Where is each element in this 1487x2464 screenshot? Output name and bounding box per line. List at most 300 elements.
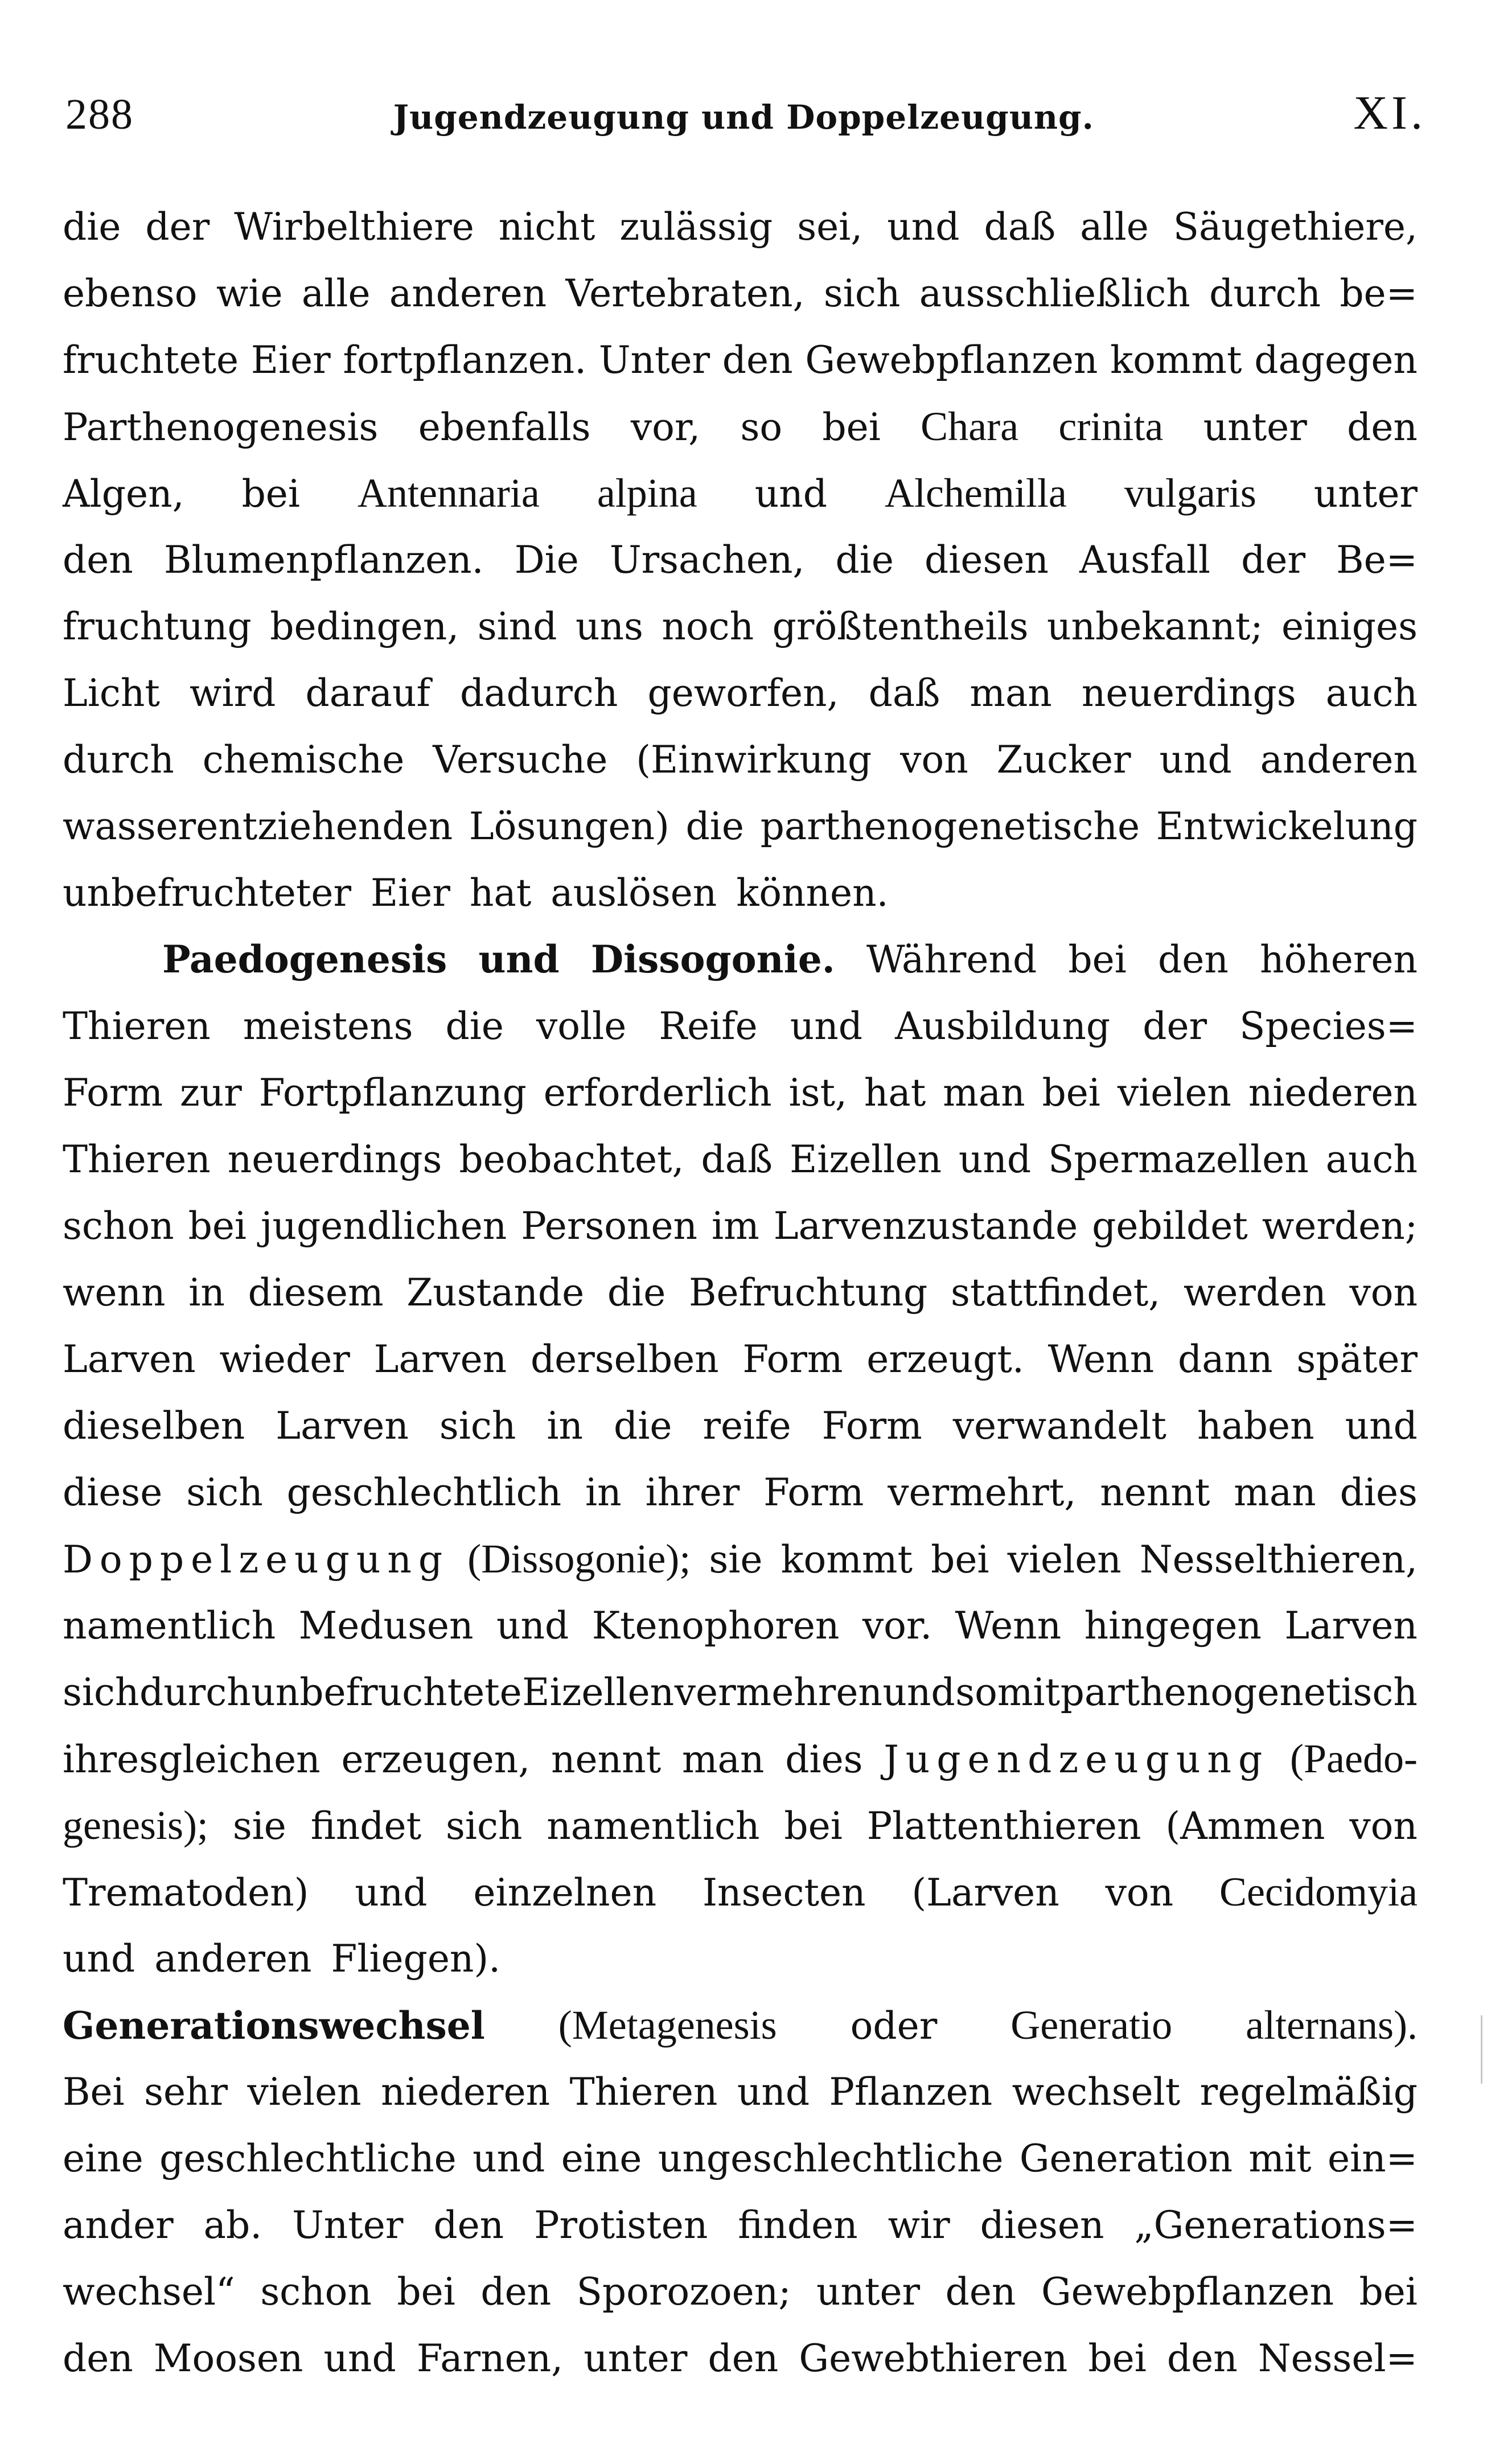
word: in (585, 1471, 622, 1514)
word: einzelnen (473, 1871, 657, 1915)
word: Larven (1284, 1604, 1418, 1648)
word: Reife (659, 1004, 758, 1048)
word: und (496, 1604, 569, 1648)
word: niederen (381, 2070, 551, 2114)
word: wie (216, 272, 283, 315)
word: die (445, 1004, 504, 1048)
word: Species= (1239, 1004, 1418, 1048)
word: den (945, 2270, 1016, 2314)
word: sind (477, 605, 557, 648)
word: werden (1183, 1271, 1326, 1315)
word: Insecten (702, 1871, 866, 1915)
word: sie (709, 1538, 763, 1582)
word: Medusen (298, 1604, 474, 1648)
word: Form (742, 1337, 843, 1381)
word: den (480, 2270, 552, 2314)
word: daß (984, 205, 1056, 249)
word: höheren (1260, 938, 1418, 982)
word: anderen (154, 1937, 312, 1981)
word: Larven (63, 1337, 196, 1381)
word: be= (1340, 272, 1418, 315)
word: parthenogenetische (760, 804, 1140, 848)
word: Parthenogenesis (63, 405, 379, 449)
word: dann (1177, 1337, 1273, 1381)
word: Moosen (153, 2336, 303, 2380)
word: daß (868, 671, 940, 715)
word: dadurch (460, 671, 618, 715)
word: wieder (219, 1337, 350, 1381)
word: Gewebpflanzen (805, 338, 1098, 382)
word: alle (301, 272, 371, 315)
word: werden; (1262, 1204, 1418, 1248)
word: Eizellen (522, 1670, 675, 1714)
word: Eizellen (790, 1137, 942, 1181)
word: Unter (598, 338, 710, 382)
word: vulgaris (1124, 470, 1256, 516)
text-line (63, 1326, 1418, 1393)
text-line (63, 1726, 1418, 1792)
word: ihresgleichen (63, 1738, 321, 1781)
word: ander (63, 2203, 174, 2247)
word: diesen (980, 2203, 1104, 2247)
word: unter (1313, 472, 1418, 516)
word: Wenn (1048, 1337, 1155, 1381)
word: unter (816, 2270, 921, 2314)
text-line (63, 1925, 1418, 1992)
word: eine (63, 2137, 143, 2180)
word: Ursachen, (609, 538, 805, 582)
word: Befruchtung (689, 1271, 928, 1315)
page-edge-mark (1472, 2015, 1482, 2084)
word: fruchtung (63, 605, 252, 648)
word: crinita (1058, 404, 1164, 449)
word: Versuche (433, 738, 608, 782)
word: wir (888, 2203, 950, 2247)
word: erzeugen, (341, 1738, 531, 1781)
word: Thieren (63, 1137, 211, 1181)
text-line (63, 460, 1418, 527)
word: somit (955, 1670, 1061, 1714)
word: anderen (389, 272, 547, 315)
word: den (1347, 405, 1418, 449)
word: Entwickelung (1156, 804, 1418, 848)
word: sehr (144, 2070, 228, 2114)
word: genesis); (63, 1802, 208, 1848)
text-line (63, 1259, 1418, 1326)
word: stattfindet, (951, 1271, 1161, 1315)
word: Blumenpflanzen. (163, 538, 484, 582)
word: Ktenophoren (591, 1604, 840, 1648)
word: dies (1340, 1471, 1418, 1514)
text-line (63, 2125, 1418, 2192)
word: Ausbildung (895, 1004, 1111, 1048)
word: von (900, 738, 968, 782)
word: ebenso (63, 272, 198, 315)
word: geschlechtlich (286, 1471, 562, 1514)
word: so (740, 405, 783, 449)
word: oder (850, 2004, 938, 2048)
word: diesen (925, 538, 1049, 582)
word: den (1158, 938, 1229, 982)
word: die (63, 205, 121, 249)
word: Doppelzeugung (63, 1538, 450, 1582)
word: Spermazellen (1048, 1137, 1309, 1181)
word: Licht (63, 671, 160, 715)
word: Ausfall (1079, 538, 1211, 582)
word: alle (1080, 205, 1149, 249)
word: „Generations= (1134, 2203, 1418, 2247)
word: und (790, 1004, 863, 1048)
word: Paedogenesis (162, 937, 447, 982)
word: Form (63, 1071, 163, 1115)
word: wenn (63, 1271, 166, 1315)
word: unbefruchtete (251, 1670, 522, 1714)
word: Thieren (63, 1004, 211, 1048)
word: bei (784, 1804, 843, 1848)
text-line (63, 793, 1418, 860)
word: derselben (530, 1337, 719, 1381)
text-line (63, 327, 1418, 393)
text-line (63, 527, 1418, 593)
word: in (188, 1271, 225, 1315)
word: verwandelt (952, 1404, 1166, 1448)
text-line (63, 1526, 1418, 1592)
word: ebenfalls (418, 405, 591, 449)
text-line (63, 1792, 1418, 1859)
text-line (63, 993, 1418, 1059)
word: meistens (243, 1004, 413, 1048)
word: sich (823, 272, 901, 315)
word: bei (397, 2270, 455, 2314)
word: und (63, 1937, 135, 1981)
word: die (607, 1271, 666, 1315)
word: hingegen (1084, 1604, 1262, 1648)
word: alternans). (1246, 2002, 1418, 2048)
word: Während (866, 938, 1037, 982)
word: erzeugt. (866, 1337, 1024, 1381)
word: nennt (551, 1738, 662, 1781)
text-line (63, 1193, 1418, 1259)
word: bei (931, 1538, 989, 1582)
word: dies (785, 1738, 863, 1781)
text-line (63, 194, 1418, 260)
word: und (737, 2070, 810, 2114)
text-line (63, 1393, 1418, 1459)
word: geschlechtliche (159, 2137, 457, 2180)
word: Larven (373, 1337, 507, 1381)
word: Sporozoen; (576, 2270, 791, 2314)
word: Thieren (569, 2070, 718, 2114)
word: Personen (521, 1204, 698, 1248)
text-line (63, 926, 1418, 993)
word: dagegen (1254, 338, 1418, 382)
word: den (1166, 2336, 1238, 2380)
word: und (323, 2336, 396, 2380)
word: Zucker (996, 738, 1131, 782)
text-line (63, 1126, 1418, 1193)
word: bei (1088, 2336, 1147, 2380)
word: größtentheils (772, 605, 1029, 648)
text-line (63, 1992, 1418, 2059)
word: man (681, 1738, 765, 1781)
word: den (722, 338, 793, 382)
word: Bei (63, 2070, 125, 2114)
word: sich (63, 1670, 139, 1714)
word: Form (763, 1471, 864, 1514)
text-line (63, 726, 1418, 793)
word: Plattenthieren (866, 1804, 1141, 1848)
word: wird (190, 671, 276, 715)
word: ausschließlich (919, 272, 1190, 315)
word: bei (822, 405, 881, 449)
word: zulässig (619, 205, 773, 249)
word: Fortpflanzung (258, 1071, 527, 1115)
running-title: Jugendzeugung und Doppelzeugung. (393, 98, 1094, 137)
word: Generationswechsel (63, 2003, 485, 2048)
word: Algen, (63, 472, 184, 516)
word: bei (1068, 938, 1127, 982)
word: darauf (305, 671, 430, 715)
word: Lösungen) (469, 804, 669, 848)
word: haben (1197, 1404, 1315, 1448)
word: Dissogonie. (590, 937, 835, 982)
word: der (1241, 538, 1306, 582)
word: unter (584, 2336, 688, 2380)
word: Fliegen). (331, 1937, 501, 1981)
text-line (63, 2258, 1418, 2325)
word: Be= (1336, 538, 1418, 582)
word: Vertebraten, (565, 272, 805, 315)
word: Trematoden) (63, 1871, 309, 1915)
word: Larvenzustande (773, 1204, 1078, 1248)
word: Jugendzeugung (884, 1738, 1270, 1781)
word: Gewebpflanzen (1041, 2270, 1334, 2314)
word: geworfen, (647, 671, 839, 715)
word: kommt (781, 1538, 913, 1582)
word: neuerdings (1081, 671, 1296, 715)
text-line (63, 1459, 1418, 1526)
word: (Paedo- (1290, 1736, 1418, 1781)
word: und (754, 472, 827, 516)
word: und (478, 937, 560, 982)
word: Protisten (534, 2203, 708, 2247)
word: fortpflanzen. (343, 338, 587, 382)
word: den (63, 538, 133, 582)
word: vielen (1007, 1538, 1122, 1582)
word: vielen (1117, 1071, 1231, 1115)
word: Unter (292, 2203, 404, 2247)
word: volle (536, 1004, 627, 1048)
word: jugendlichen (261, 1204, 507, 1248)
text-line (63, 2325, 1418, 2392)
text-line (63, 593, 1418, 660)
word: Cecidomyia (1219, 1869, 1418, 1915)
word: man (943, 1071, 1025, 1115)
text-line (63, 393, 1418, 460)
word: vielen (247, 2070, 362, 2114)
word: Zustande (406, 1271, 585, 1315)
word: Wirbelthiere (234, 205, 474, 249)
word: Chara (921, 404, 1019, 449)
word: findet (310, 1804, 422, 1848)
word: regelmäßig (1200, 2070, 1418, 2114)
word: diese (63, 1471, 163, 1514)
word: schon (260, 2270, 372, 2314)
text-line (63, 1659, 1418, 1726)
word: und (1159, 738, 1232, 782)
word: Säugethiere, (1173, 205, 1418, 249)
word: zur (179, 1071, 242, 1115)
word: die (685, 804, 744, 848)
text-line (63, 660, 1418, 726)
word: und (355, 1871, 428, 1915)
word: Alchemilla (884, 470, 1067, 516)
word: ab. (203, 2203, 262, 2247)
text-line (63, 1059, 1418, 1126)
word: nicht (498, 205, 595, 249)
word: kommt (1110, 338, 1242, 382)
word: man (970, 671, 1052, 715)
word: auch (1325, 1137, 1418, 1181)
word: sie (232, 1804, 286, 1848)
word: (Dissogonie); (467, 1536, 691, 1582)
word: mit (1248, 2137, 1312, 2180)
page-number: 288 (65, 91, 134, 138)
text-line (63, 2192, 1418, 2258)
text-line (63, 1859, 1418, 1925)
word: von (1105, 1871, 1174, 1915)
word: vor, (630, 405, 701, 449)
word: Eier (250, 338, 331, 382)
word: namentlich (63, 1604, 276, 1648)
word: (Ammen (1165, 1804, 1325, 1848)
word: hat (469, 871, 532, 915)
word: Nesselthieren, (1139, 1538, 1418, 1582)
word: die (835, 538, 894, 582)
word: diesem (248, 1271, 384, 1315)
word: alpina (597, 470, 697, 516)
word: und (958, 1137, 1032, 1181)
word: Wenn (955, 1604, 1062, 1648)
word: finden (738, 2203, 858, 2247)
word: neuerdings (227, 1137, 442, 1181)
word: Nessel= (1258, 2336, 1418, 2380)
word: der (145, 205, 210, 249)
word: schon (63, 1204, 174, 1248)
word: und (1345, 1404, 1418, 1448)
word: (Einwirkung (636, 738, 872, 782)
word: im (712, 1204, 759, 1248)
word: erforderlich (543, 1071, 772, 1115)
word: Gewebthieren (799, 2336, 1068, 2380)
word: Die (514, 538, 579, 582)
word: chemische (202, 738, 405, 782)
word: niederen (1248, 1071, 1418, 1115)
word: ungeschlechtliche (658, 2137, 1004, 2180)
word: bei (1042, 1071, 1100, 1115)
word: Antennaria (357, 470, 540, 516)
word: beobachtet, (459, 1137, 684, 1181)
word: wechsel“ (63, 2270, 235, 2314)
word: den (63, 2336, 133, 2380)
word: können. (736, 871, 889, 915)
text-line (63, 1592, 1418, 1659)
word: bei (1359, 2270, 1418, 2314)
word: reife (703, 1404, 791, 1448)
word: (Larven (911, 1871, 1059, 1915)
word: von (1349, 1271, 1418, 1315)
word: sich (445, 1804, 523, 1848)
word: Pflanzen (829, 2070, 993, 2114)
word: ist, (788, 1071, 847, 1115)
word: gebildet (1092, 1204, 1248, 1248)
text-line (63, 2059, 1418, 2125)
page-header (65, 85, 1426, 154)
word: vermehrt, (888, 1471, 1077, 1514)
word: bei (241, 472, 300, 516)
word: von (1349, 1804, 1418, 1848)
word: nennt (1100, 1471, 1210, 1514)
word: und (882, 1670, 955, 1714)
word: einiges (1281, 605, 1418, 648)
word: Farnen, (416, 2336, 564, 2380)
text-line (63, 260, 1418, 327)
word: Eier (371, 871, 450, 915)
word: man (1234, 1471, 1316, 1514)
word: unbefruchteter (63, 871, 351, 915)
word: und (473, 2137, 545, 2180)
word: vor. (862, 1604, 933, 1648)
word: sei, (797, 205, 863, 249)
word: daß (701, 1137, 773, 1181)
word: parthenogenetisch (1060, 1670, 1418, 1714)
word: wasserentziehenden (63, 804, 453, 848)
word: hat (864, 1071, 926, 1115)
word: die (614, 1404, 672, 1448)
word: dieselben (63, 1404, 245, 1448)
word: durch (139, 1670, 251, 1714)
word: den (708, 2336, 779, 2380)
word: sich (439, 1404, 516, 1448)
word: Generation (1019, 2137, 1233, 2180)
word: anderen (1260, 738, 1418, 782)
word: sich (186, 1471, 263, 1514)
word: unbekannt; (1047, 605, 1263, 648)
word: noch (662, 605, 754, 648)
word: (Metagenesis (558, 2002, 777, 2048)
word: uns (576, 605, 643, 648)
text-line (63, 860, 1418, 926)
word: vermehren (674, 1670, 882, 1714)
word: auch (1325, 671, 1418, 715)
word: in (547, 1404, 583, 1448)
word: ihrer (645, 1471, 740, 1514)
word: durch (1209, 272, 1321, 315)
word: bedingen, (270, 605, 459, 648)
word: den (433, 2203, 504, 2247)
word: und (887, 205, 960, 249)
word: fruchtete (63, 338, 239, 382)
chapter-numeral: XI. (1353, 87, 1426, 139)
word: Generatio (1010, 2002, 1173, 2048)
word: der (1143, 1004, 1207, 1048)
word: später (1296, 1337, 1418, 1381)
word: wechselt (1012, 2070, 1181, 2114)
word: eine (561, 2137, 642, 2180)
word: bei (188, 1204, 247, 1248)
word: Larven (276, 1404, 409, 1448)
body-text (63, 194, 1418, 2392)
